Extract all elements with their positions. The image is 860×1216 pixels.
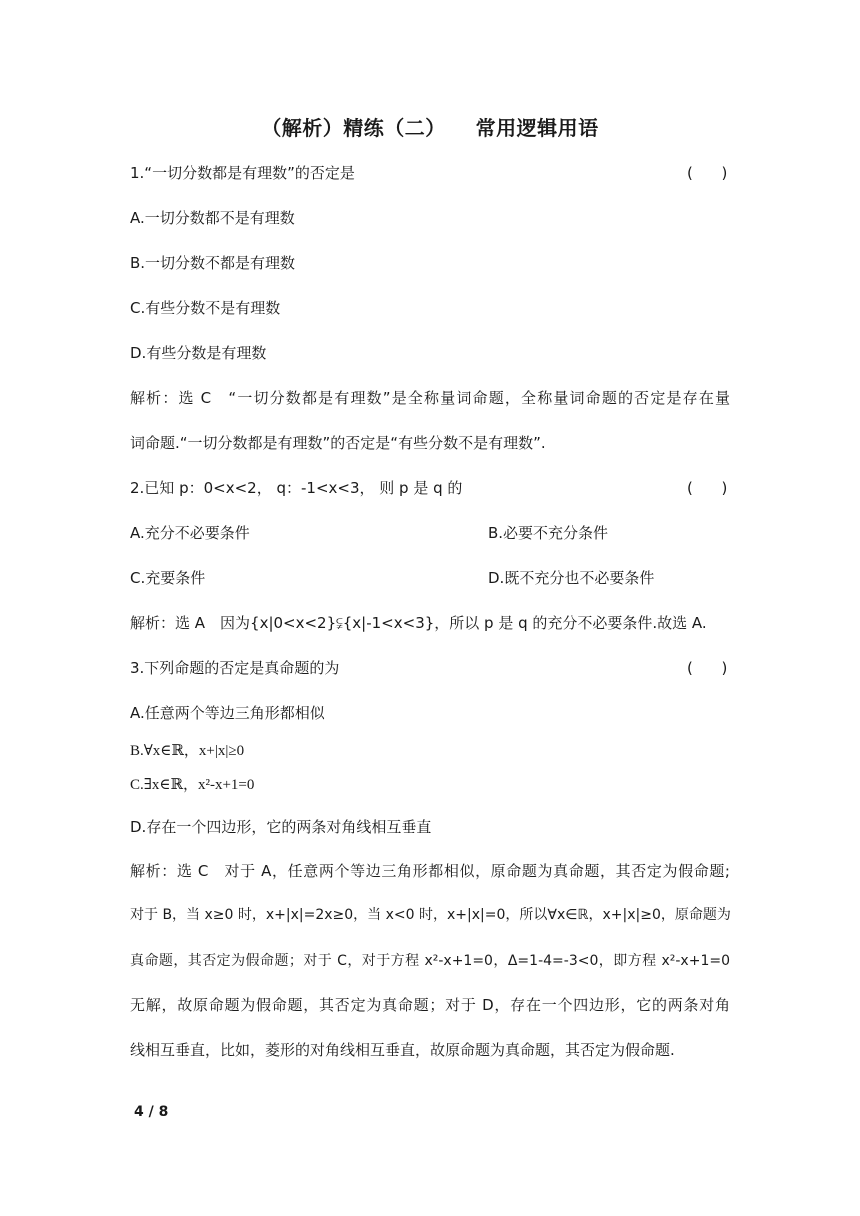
question-2-answer-blank: ( ) [687, 479, 728, 497]
question-3-solution-line-3: 真命题，其否定为假命题；对于 C，对于方程 x²-x+1=0，Δ=1-4=-3<0，即方程 x²-x+1=0 [130, 953, 730, 969]
question-3-stem: 3.下列命题的否定是真命题的为 [130, 659, 340, 677]
question-1-option-a: A.一切分数都不是有理数 [130, 209, 295, 227]
question-2-option-d: D.既不充分也不必要条件 [488, 569, 655, 587]
question-3-option-c: C.∃x∈ℝ，x²-x+1=0 [130, 777, 255, 793]
question-1-solution-line-1: 解析：选 C “一切分数都是有理数”是全称量词命题，全称量词命题的否定是存在量 [130, 389, 730, 407]
question-1-option-c: C.有些分数不是有理数 [130, 299, 281, 317]
question-2-option-b: B.必要不充分条件 [488, 524, 609, 542]
question-3-solution-line-2: 对于 B，当 x≥0 时，x+|x|=2x≥0，当 x<0 时，x+|x|=0，所以∀x∈ℝ，x+|x|≥0，原命题为 [130, 907, 731, 923]
question-3-option-d: D.存在一个四边形，它的两条对角线相互垂直 [130, 818, 432, 836]
question-2-option-a: A.充分不必要条件 [130, 524, 250, 542]
question-3-solution-line-1: 解析：选 C 对于 A，任意两个等边三角形都相似，原命题为真命题，其否定为假命题; [130, 862, 730, 880]
question-3-solution-line-5: 线相互垂直，比如，菱形的对角线相互垂直，故原命题为真命题，其否定为假命题. [130, 1041, 675, 1059]
page-number: 4 / 8 [134, 1104, 169, 1120]
question-3-answer-blank: ( ) [687, 659, 728, 677]
question-2-solution-line-1: 解析：选 A 因为{x|0<x<2}⫋{x|-1<x<3}，所以 p 是 q 的充分不必要条件.故选 A. [130, 614, 707, 632]
question-1-answer-blank: ( ) [687, 164, 728, 182]
page-title: （解析）精练（二） 常用逻辑用语 [261, 116, 599, 140]
question-2-option-c: C.充要条件 [130, 569, 206, 587]
question-1-stem: 1.“一切分数都是有理数”的否定是 [130, 164, 355, 182]
question-2-stem: 2.已知 p：0<x<2， q：-1<x<3， 则 p 是 q 的 [130, 479, 463, 497]
question-1-option-b: B.一切分数不都是有理数 [130, 254, 296, 272]
question-1-option-d: D.有些分数是有理数 [130, 344, 267, 362]
question-3-solution-line-4: 无解，故原命题为假命题，其否定为真命题；对于 D，存在一个四边形，它的两条对角 [130, 996, 730, 1014]
question-3-option-b: B.∀x∈ℝ，x+|x|≥0 [130, 743, 245, 759]
question-1-solution-line-2: 词命题.“一切分数都是有理数”的否定是“有些分数不是有理数”. [130, 434, 546, 452]
question-3-option-a: A.任意两个等边三角形都相似 [130, 704, 325, 722]
